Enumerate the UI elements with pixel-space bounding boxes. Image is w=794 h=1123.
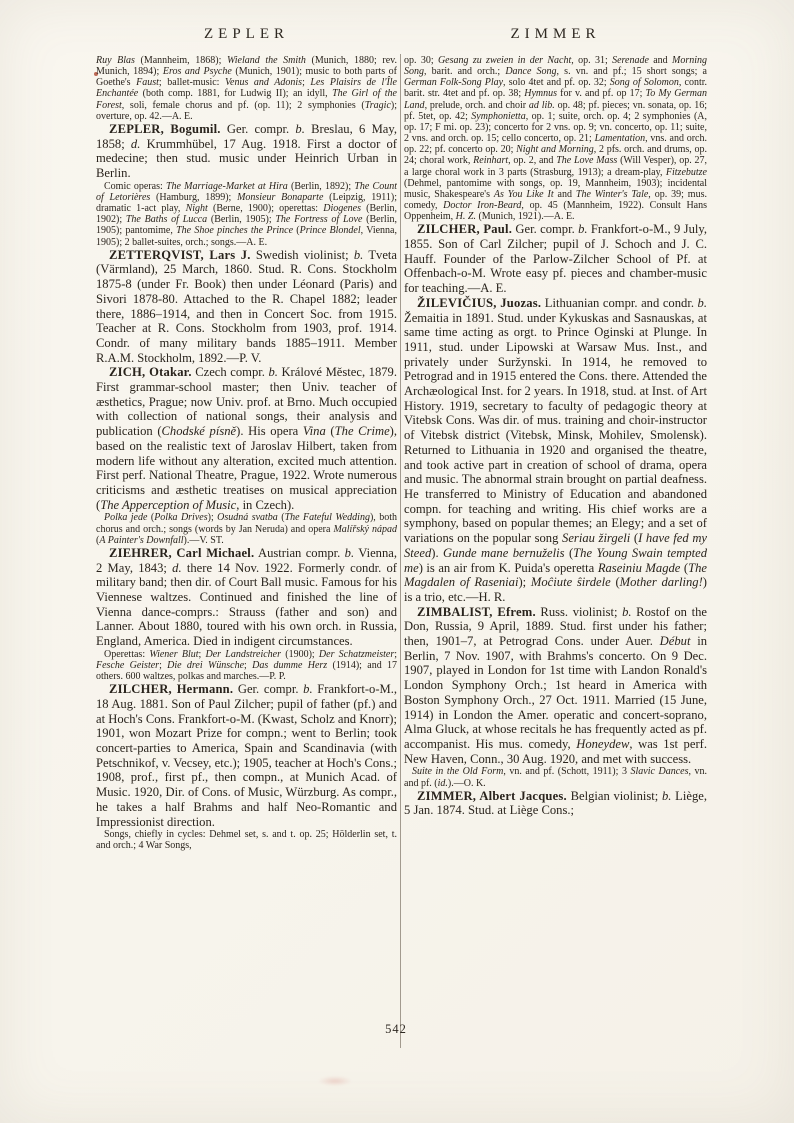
entry-zetterqvist: ZETTERQVIST, Lars J. Swedish violinist; b. Tveta (Värmland), 25 March, 1860. Stud. R. Cons. Stockholm 1875-8 (under Fr. Book) then under Léonard (Paris) and Sivori 1878-80. Attached to the R. Chapel 1882; leader there, 1886–1914, and then in Concert Soc. from 1915. Teacher at R. Cons. Stockholm from 1903, prof. 1914. Condr. of many military bands 1885–1911. Member R.A.M. Stockholm, 1892.—P. V.: [96, 247, 397, 365]
paper-stain: [318, 1076, 352, 1086]
works-ziehrer: Operettas: Wiener Blut; Der Landstreicher (1900); Der Schatzmeister; Fesche Geister; Die drei Wünsche; Das dumme Herz (1914); and 17 others. 600 waltzes, polkas and marches.—P. P.: [96, 648, 397, 683]
works-zepler: Comic operas: The Marriage-Market at Hira (Berlin, 1892); The Count of Letorières (Hamburg, 1899); Monsieur Bonaparte (Leipzig, 1911); dramatic 1-act play, Night (Berne, 1900); operettas: Diogenes (Berlin, 1902); The Baths of Lucca (Berlin, 1905); The Fortress of Love (Berlin, 1905); pantomime, The Shoe pinches the Prince (Prince Blondel, Vienna, 1905); 2 ballet-suites, orch.; songs.—A. E.: [96, 180, 397, 248]
column-divider-rule: [400, 54, 401, 1048]
entry-zimbalist: ZIMBALIST, Efrem. Russ. violinist; b. Rostof on the Don, Russia, 9 April, 1889. Stud. first under his father; then, 1901–7, at Petrograd Cons. under Auer. Début in Berlin, 7 Nov. 1907, with Brahms's concerto. On 9 Dec. 1907, played in London for 1st time with Landon Ronald's London Symphony Orch.; 1st heard in America with Boston Symphony Orch., 27 Oct. 1911. Married (15 June, 1914) in London the Amer. operatic and concert-soprano, Alma Gluck, at whose recitals he has frequently acted as pf. accompanist. His mus. comedy, Honeydew, was 1st perf. New Haven, Conn., 30 Aug. 1920, and met with success.: [404, 604, 707, 766]
entry-zilevicius: ŽILEVIČIUS, Juozas. Lithuanian compr. and condr. b. Žemaitia in 1891. Stud. under Kykuskas and Sasnauskas, at same time acting as orgt. to Prince Oginski at Plunge. In 1911, stud. under Lipowski at Warsaw Mus. Inst., and privately under Suržynski. In 1914, he removed to Petrograd and in 1915 entered the Cons. there. Attended the Archæological Inst. for 2 years. In 1918, stud. at Inst. of Art History. 1919, secretary to faculty of pedagogic theory at Vitebsk Cons. Was dir. of mus. training and choir-instructor of Vitebsk district (Vitebsk, Minsk, Mohilev, Smolensk). Returned to Lithuania in 1920 and organised the theatre, and took active part in creation of school of drama, opera and music. The abnormal strain brought on partial deafness. He transferred to Ministry of Education and abandoned compn. for teaching and writing. His chief works are a symphony, based on popular themes; an Elegy; and a set of variations on the popular song Seriau žirgeli (I have fed my Steed). Gunde mane bernuželis (The Young Swain tempted me) is an air from K. Puida's operetta Raseiniu Magde (The Magdalen of Raseniai); Moĉiute ŝirdele (Mother darling!) is a trio, etc.—H. R.: [404, 295, 707, 604]
entry-zich: ZICH, Otakar. Czech compr. b. Králové Městec, 1879. First grammar-school master; then Univ. teacher of æsthetics, Prague; now Univ. prof. at Brno. Much occupied with collection of national songs, their analysis and publication (Chodské písně). His opera Vina (The Crime), based on the realistic text of Jaroslav Hilbert, taken from modern life without any alteration, excited much attention. First perf. National Theatre, Prague, 1922. Wrote numerous criticisms and æsthetic treatises on musical appreciation (The Apperception of Music, in Czech).: [96, 365, 397, 512]
works-zilcher-hermann-start: Songs, chiefly in cycles: Dehmel set, s. and t. op. 25; Hölderlin set, t. and orch.; 4 War Songs,: [96, 829, 397, 852]
running-head-right: ZIMMER: [510, 26, 601, 42]
right-column: [404, 55, 707, 1050]
running-head-left: ZEPLER: [204, 26, 289, 42]
works-zich: Polka jede (Polka Drives); Osudná svatba (The Fateful Wedding), both chorus and orch.; songs (words by Jan Neruda) and opera Malířský nápad (A Painter's Downfall).—V. ST.: [96, 512, 397, 546]
works-zimbalist: Suite in the Old Form, vn. and pf. (Schott, 1911); 3 Slavic Dances, vn. and pf. (id.).—O. K.: [404, 766, 707, 789]
works-continuation-zepler: Ruy Blas (Mannheim, 1868); Wieland the Smith (Munich, 1880; rev. Munich, 1894); Eros and Psyche (Munich, 1901); music to both parts of Goethe's Faust; ballet-music: Venus and Adonis; Les Plaisirs de l'Île Enchantée (both comp. 1881, for Ludwig II); an idyll, The Girl of the Forest, soli, female chorus and pf. (op. 11); 2 symphonies (Tragic); overture, op. 42.—A. E.: [96, 55, 397, 122]
entry-zilcher-hermann: ZILCHER, Hermann. Ger. compr. b. Frankfort-o-M., 18 Aug. 1881. Son of Paul Zilcher; pupil of father (pf.) and at Hoch's Cons. Frankfort-o-M. (Kwast, Scholz and Knorr); 1901, won Mozart Prize for compn.; went to Berlin; took concert-parties to America, Spain and Scandinavia (with Petschnikof, v. Vecsey, etc.); 1905, teacher at Hoch's Cons.; 1908, prof., first pf., then compn., at Munich Acad. of Music. 1920, Dir. of Cons. of Music, Würzburg. As compr., he takes a half Brahms and half Neo-Romantic and Impressionist direction.: [96, 682, 397, 829]
left-column: [96, 55, 397, 1050]
works-zilcher-hermann-continuation: op. 30; Gesang zu zweien in der Nacht, op. 31; Serenade and Morning Song, barit. and orch.; Dance Song, s. vn. and pf.; 15 short songs; a German Folk-Song Play, solo 4tet and pf. op. 32; Song of Solomon, contr. barit. str. 4tet and pf. op. 38; Hymnus for v. and pf. op 17; To My German Land, prelude, orch. and choir ad lib. op. 48; pf. pieces; vn. sonata, op. 16; pf. 5tet, op. 42; Symphonietta, op. 1; suite, orch. op. 4; 2 symphonies (A, op. 17; F mi. op. 23); concerto for 2 vns. op. 9; vn. concerto, op. 11; suite, 2 vns. and orch. op. 15; cello concerto, op. 21; Lamentation, vns. and orch. op. 22; pf. concerto op. 20; Night and Morning, 2 pfs. orch. and drums, op. 24; choral work, Reinhart, op. 2, and The Love Mass (Will Vesper), op. 27, a large choral work in 3 parts (Strasburg, 1913); a dream-play, Fitzebutze (Dehmel, pantomime with songs, op. 19, Mannheim, 1903); incidental music, Shakespeare's As You Like It and The Winter's Tale, op. 39; mus. comedy, Doctor Iron-Beard, op. 45 (Mannheim, 1922). Consult Hans Oppenheim, H. Z. (Munich, 1921).—A. E.: [404, 55, 707, 223]
entry-zepler: ZEPLER, Bogumil. Ger. compr. b. Breslau, 6 May, 1858; d. Krummhübel, 17 Aug. 1918. First a doctor of medecine; then stud. music under Heinrich Urban in Berlin.: [96, 121, 397, 181]
entry-zilcher-paul: ZILCHER, Paul. Ger. compr. b. Frankfort-o-M., 9 July, 1855. Son of Carl Zilcher; pupil of J. Schoch and J. C. Hauff. Founder of the Parlow-Zilcher School of Pf. at Offenbach-o-M. Wrote easy pf. pieces and chamber-music for teaching.—A. E.: [404, 222, 707, 296]
entry-zimmer: ZIMMER, Albert Jacques. Belgian violinist; b. Liège, 5 Jan. 1874. Stud. at Liège Cons.;: [404, 788, 707, 818]
page-number: 542: [385, 1022, 407, 1036]
entry-ziehrer: ZIEHRER, Carl Michael. Austrian compr. b. Vienna, 2 May, 1843; d. there 14 Nov. 1922. Formerly condr. of military band; then dir. of Court Ball music. Famous for his Viennese waltzes. Continued and finished the line of Vienna dance-comprs.: Strauss (father and son) and Lanner. About 1880, toured with his own orch. in Russia, England, America. Died in indigent circumstances.: [96, 545, 397, 649]
